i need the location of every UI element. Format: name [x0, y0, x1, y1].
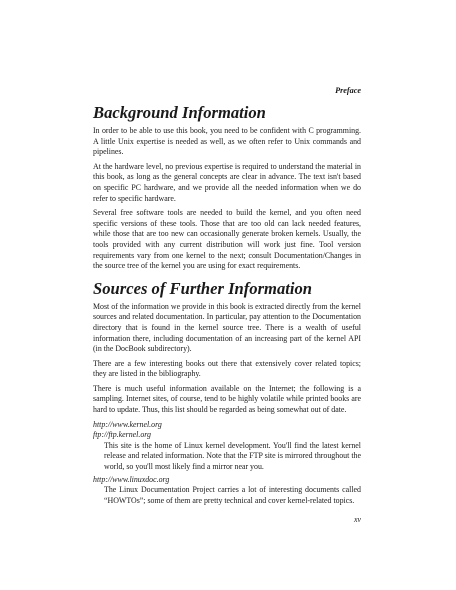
- section-heading-sources: Sources of Further Information: [93, 278, 313, 298]
- link-description: The Linux Documentation Project carries a lot of interesting documents called “HOWTOs”; some of them are pretty technical and cover kernel-related topics.: [104, 485, 361, 505]
- paragraph: At the hardware level, no previous expertise is required to understand the material in this book, as long as the general concepts are clear in advance. The text isn't based on specific PC hardware, and we provide all the needed information when we do refer to specific hardware.: [93, 161, 361, 203]
- paragraph: There is much useful information available on the Internet; the following is a sampling. Internet sites, of course, tend to be highly volatile while printed books are hard to update. Thus, this list should be regarded as being somewhat out of date.: [93, 383, 361, 415]
- page-number: xv: [353, 515, 361, 524]
- paragraph: Several free software tools are needed to build the kernel, and you often need specific versions of these tools. Those that are too old can lack needed features, while those that are too new can occasionally generate broken kernels. Usually, the tools provided with any current distribution will work just fine. Tool version requirements vary from one kernel to the next; consult Documentation/Changes in the source tree of the kernel you are using for exact requirements.: [93, 208, 361, 271]
- link-url[interactable]: ftp://ftp.kernel.org: [93, 430, 152, 440]
- section-heading-background: Background Information: [93, 103, 266, 122]
- paragraph: Most of the information we provide in this book is extracted directly from the kernel sources and related documentation. In particular, pay attention to the Documentation directory that is found in the kernel source tree. There is a wealth of useful information there, including documentation of an increasing part of the kernel API (in the DocBook subdirectory).: [93, 301, 361, 354]
- running-head: Preface: [335, 86, 361, 95]
- link-url[interactable]: http://www.linuxdoc.org: [93, 474, 170, 484]
- link-url[interactable]: http://www.kernel.org: [93, 419, 162, 429]
- paragraph: There are a few interesting books out there that extensively cover related topics; they are listed in the bibliography.: [93, 358, 361, 379]
- link-description: This site is the home of Linux kernel development. You'll find the latest kernel release and related information. Note that the FTP site is mirrored throughout the world, so you'll most likely find a mirror near you.: [104, 440, 361, 472]
- link-list: [93, 420, 361, 507]
- page-body: [93, 103, 361, 508]
- paragraph: In order to be able to use this book, you need to be confident with C programming. A little Unix expertise is needed as well, as we often refer to Unix commands and pipelines.: [93, 126, 361, 157]
